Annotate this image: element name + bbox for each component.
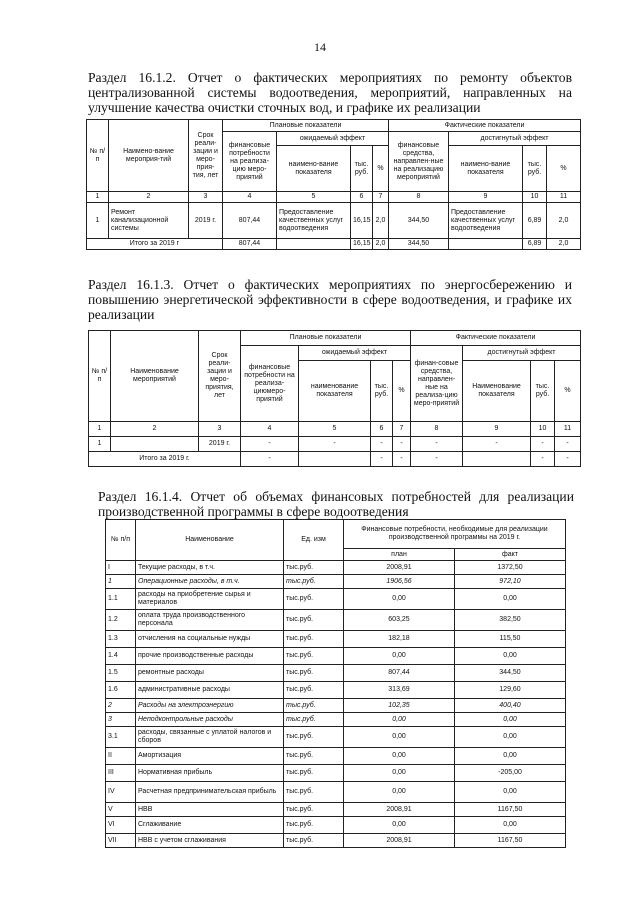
- row-plan: 0,00: [344, 748, 455, 765]
- table-row: [106, 665, 566, 682]
- row-unit: тыс.руб.: [284, 682, 344, 699]
- table-row: [106, 699, 566, 713]
- row-num: 1.3: [106, 631, 136, 648]
- row-unit: тыс.руб.: [284, 782, 344, 803]
- header-pct: %: [373, 146, 389, 192]
- col-num: 11: [547, 192, 581, 203]
- col-num: 7: [373, 192, 389, 203]
- column-numbers-row: [89, 422, 581, 437]
- header-name: Наименование: [136, 520, 284, 561]
- header-ind-name: наименование показателя: [299, 361, 371, 422]
- section-title-text: Раздел 16.1.2. Отчет о фактических мероприятиях по ремонту объектов централизованной системы водоотведения, мероприятий, направленных на улучшение качества очистки сточных вод, и графике их реализации: [88, 70, 572, 115]
- row-fact: 344,50: [455, 665, 566, 682]
- row-name: ремонтные расходы: [136, 665, 284, 682]
- col-num: 3: [199, 422, 241, 437]
- row-fact: 400,40: [455, 699, 566, 713]
- row-name: Расчетная предпринимательская прибыль: [136, 782, 284, 803]
- col-num: 6: [351, 192, 373, 203]
- row-fact-fin: 344,50: [389, 203, 449, 239]
- row-plan: 0,00: [344, 817, 455, 834]
- row-fact: 115,50: [455, 631, 566, 648]
- row-num: III: [106, 765, 136, 782]
- row-unit: тыс.руб.: [284, 631, 344, 648]
- total-plan-fin: 807,44: [223, 239, 277, 250]
- table-row: [106, 727, 566, 748]
- header-fact: факт: [455, 549, 566, 561]
- header-thous: тыс. руб.: [351, 146, 373, 192]
- total-row: [89, 452, 581, 467]
- table-row: [106, 748, 566, 765]
- row-fact: 0,00: [455, 589, 566, 610]
- section-title-text: Раздел 16.1.3. Отчет о фактических мероприятиях по энергосбережению и повышению энергетической эффективности в сфере водоотведения, и графике их реализации: [88, 277, 572, 322]
- row-cell: -: [299, 437, 371, 452]
- row-cell: -: [411, 437, 463, 452]
- header-pct: %: [555, 361, 581, 422]
- col-num: 6: [371, 422, 393, 437]
- header-ind-name: наимено-вание показателя: [449, 146, 523, 192]
- row-name: НВВ с учетом сглаживания: [136, 834, 284, 848]
- row-cell: -: [393, 437, 411, 452]
- row-fact: 1167,50: [455, 834, 566, 848]
- header-unit: Ед. изм: [284, 520, 344, 561]
- table-row: [106, 782, 566, 803]
- table-row: [106, 589, 566, 610]
- table-row: [106, 561, 566, 575]
- row-num: 1.4: [106, 648, 136, 665]
- row-unit: тыс.руб.: [284, 610, 344, 631]
- row-name: Операционные расходы, в т.ч.: [136, 575, 284, 589]
- header-plan: Плановые показатели: [241, 331, 411, 346]
- row-name: расходы на приобретение сырья и материалов: [136, 589, 284, 610]
- header-thous: тыс. руб.: [371, 361, 393, 422]
- header-ind-name: наимено-вание показателя: [277, 146, 351, 192]
- row-plan: 603,25: [344, 610, 455, 631]
- col-num: 4: [223, 192, 277, 203]
- total-fact-fin: 344,50: [389, 239, 449, 250]
- header-plan-fin: финансовые потребности на реализа-цию меро-приятий: [223, 132, 277, 192]
- col-num: 9: [449, 192, 523, 203]
- row-num: 3.1: [106, 727, 136, 748]
- row-unit: тыс.руб.: [284, 648, 344, 665]
- total-pct: 2,0: [547, 239, 581, 250]
- row-fact: 0,00: [455, 727, 566, 748]
- row-plan: 0,00: [344, 782, 455, 803]
- col-num: 10: [523, 192, 547, 203]
- header-term: Срок реали-зации и меро-прия-тия, лет: [189, 120, 223, 192]
- section-title-text: Раздел 16.1.4. Отчет об объемах финансовых потребностей для реализации производственной программы в сфере водоотведения: [98, 489, 574, 519]
- header-pct: %: [393, 361, 411, 422]
- table-row: [106, 631, 566, 648]
- row-plan: 0,00: [344, 713, 455, 727]
- row-name: Расходы на электроэнергию: [136, 699, 284, 713]
- row-name: Нормативная прибыль: [136, 765, 284, 782]
- row-unit: тыс.руб.: [284, 765, 344, 782]
- col-num: 10: [531, 422, 555, 437]
- row-name: НВВ: [136, 803, 284, 817]
- row-fact: 0,00: [455, 817, 566, 834]
- row-fact: 0,00: [455, 648, 566, 665]
- col-num: 3: [189, 192, 223, 203]
- row-fact: 0,00: [455, 782, 566, 803]
- row-num: 1.6: [106, 682, 136, 699]
- header-num: № п/п: [106, 520, 136, 561]
- row-cell: -: [371, 437, 393, 452]
- table-row: [106, 834, 566, 848]
- total-cell: [299, 452, 371, 467]
- row-cell: [111, 437, 199, 452]
- header-name: Наименование мероприятий: [111, 331, 199, 422]
- row-name: расходы, связанные с уплатой налогов и сборов: [136, 727, 284, 748]
- header-num: № п/п: [87, 120, 109, 192]
- col-num: 4: [241, 422, 299, 437]
- row-plan: 1906,56: [344, 575, 455, 589]
- header-thous: тыс. руб.: [531, 361, 555, 422]
- table-row: [87, 203, 581, 239]
- total-label: Итого за 2019 г: [87, 239, 223, 250]
- total-cell: -: [531, 452, 555, 467]
- row-num: IV: [106, 782, 136, 803]
- row-plan-fin: 807,44: [223, 203, 277, 239]
- row-fact: 0,00: [455, 748, 566, 765]
- row-unit: тыс.руб.: [284, 748, 344, 765]
- row-name: прочие производственные расходы: [136, 648, 284, 665]
- row-unit: тыс.руб.: [284, 575, 344, 589]
- header-fin-needs: Финансовые потребности, необходимые для реализации производственной программы на 2019 г.: [344, 520, 566, 549]
- col-num: 8: [411, 422, 463, 437]
- header-plan: план: [344, 549, 455, 561]
- header-thous: тыс. руб.: [523, 146, 547, 192]
- row-name: Амортизация: [136, 748, 284, 765]
- header-fact: Фактические показатели: [411, 331, 581, 346]
- total-cell: [463, 452, 531, 467]
- row-num: 1: [87, 203, 109, 239]
- col-num: 1: [87, 192, 109, 203]
- row-plan: 0,00: [344, 589, 455, 610]
- row-unit: тыс.руб.: [284, 713, 344, 727]
- total-cell: -: [411, 452, 463, 467]
- row-unit: тыс.руб.: [284, 561, 344, 575]
- row-cell: 2019 г.: [199, 437, 241, 452]
- total-cell: -: [371, 452, 393, 467]
- row-cell: -: [463, 437, 531, 452]
- row-fact: 129,60: [455, 682, 566, 699]
- table-16-1-4: [105, 519, 566, 848]
- row-num: 1.2: [106, 610, 136, 631]
- header-fact-fin: финансовые средства, направлен-ные на реализацию мероприятий: [389, 132, 449, 192]
- row-indicator: Предоставление качественных услуг водоотведения: [277, 203, 351, 239]
- header-achieved: достигнутый эффект: [463, 346, 581, 361]
- row-cell: -: [531, 437, 555, 452]
- table-16-1-2: [86, 119, 581, 250]
- row-plan: 2008,91: [344, 561, 455, 575]
- total-cell: -: [555, 452, 581, 467]
- table-row: [106, 713, 566, 727]
- row-name: Сглаживание: [136, 817, 284, 834]
- row-fact: -205,00: [455, 765, 566, 782]
- row-fact: 1372,50: [455, 561, 566, 575]
- total-pct: 2,0: [373, 239, 389, 250]
- row-unit: тыс.руб.: [284, 727, 344, 748]
- col-num: 5: [299, 422, 371, 437]
- row-fact: 0,00: [455, 713, 566, 727]
- table-row: [106, 817, 566, 834]
- row-name: Ремонт канализационной системы: [109, 203, 189, 239]
- header-term: Срок реали-зации и меро-приятия, лет: [199, 331, 241, 422]
- table-row: [106, 575, 566, 589]
- row-plan: 313,69: [344, 682, 455, 699]
- header-pct: %: [547, 146, 581, 192]
- row-plan: 807,44: [344, 665, 455, 682]
- header-name: Наимено-вание мероприя-тий: [109, 120, 189, 192]
- table-row: [106, 803, 566, 817]
- row-unit: тыс.руб.: [284, 834, 344, 848]
- row-unit: тыс.руб.: [284, 589, 344, 610]
- column-numbers-row: [87, 192, 581, 203]
- col-num: 11: [555, 422, 581, 437]
- row-plan: 0,00: [344, 765, 455, 782]
- total-empty: [277, 239, 351, 250]
- row-plan: 0,00: [344, 727, 455, 748]
- col-num: 5: [277, 192, 351, 203]
- table-row: [106, 648, 566, 665]
- section-16-1-2-title: [88, 70, 572, 115]
- header-fact-fin: финан-совые средства, направлен-ные на реализа-цию меро-приятий: [411, 346, 463, 422]
- table-row: [89, 437, 581, 452]
- col-num: 8: [389, 192, 449, 203]
- header-num: № п/п: [89, 331, 111, 422]
- row-num: II: [106, 748, 136, 765]
- header-ind-name: Наименование показателя: [463, 361, 531, 422]
- table-row: [106, 682, 566, 699]
- col-num: 2: [111, 422, 199, 437]
- row-name: Неподконтрольные расходы: [136, 713, 284, 727]
- section-16-1-3-title: [88, 277, 572, 322]
- table-row: [106, 765, 566, 782]
- row-num: 1: [106, 575, 136, 589]
- col-num: 7: [393, 422, 411, 437]
- row-thous: 16,15: [351, 203, 373, 239]
- row-pct: 2,0: [547, 203, 581, 239]
- total-cell: -: [241, 452, 299, 467]
- table-row: [106, 610, 566, 631]
- row-plan: 2008,91: [344, 803, 455, 817]
- row-year: 2019 г.: [189, 203, 223, 239]
- row-plan: 0,00: [344, 648, 455, 665]
- row-fact: 382,50: [455, 610, 566, 631]
- page-number: 14: [314, 40, 326, 54]
- row-num: 2: [106, 699, 136, 713]
- header-expected: ожидаемый эффект: [277, 132, 389, 146]
- row-name: административные расходы: [136, 682, 284, 699]
- col-num: 1: [89, 422, 111, 437]
- header-plan: Плановые показатели: [223, 120, 389, 132]
- row-cell: -: [241, 437, 299, 452]
- row-unit: тыс.руб.: [284, 665, 344, 682]
- row-num: V: [106, 803, 136, 817]
- total-row: [87, 239, 581, 250]
- row-num: VII: [106, 834, 136, 848]
- total-thous: 16,15: [351, 239, 373, 250]
- row-unit: тыс.руб.: [284, 699, 344, 713]
- row-num: 1.5: [106, 665, 136, 682]
- total-label: Итого за 2019 г.: [89, 452, 241, 467]
- row-name: Текущие расходы, в т.ч.: [136, 561, 284, 575]
- row-cell: 1: [89, 437, 111, 452]
- header-achieved: достигнутый эффект: [449, 132, 581, 146]
- row-plan: 182,18: [344, 631, 455, 648]
- row-num: 3: [106, 713, 136, 727]
- table-16-1-3: [88, 330, 581, 467]
- row-name: оплата труда производственного персонала: [136, 610, 284, 631]
- row-cell: -: [555, 437, 581, 452]
- row-thous: 6,89: [523, 203, 547, 239]
- section-16-1-4-title: [98, 489, 574, 519]
- row-num: VI: [106, 817, 136, 834]
- row-indicator: Предоставление качественных услуг водоотведения: [449, 203, 523, 239]
- total-thous: 6,89: [523, 239, 547, 250]
- row-name: отчисления на социальные нужды: [136, 631, 284, 648]
- header-plan-fin: финансовые потребности на реализа-циюмеро-приятий: [241, 346, 299, 422]
- row-num: 1.1: [106, 589, 136, 610]
- row-unit: тыс.руб.: [284, 803, 344, 817]
- header-fact: Фактические показатели: [389, 120, 581, 132]
- total-empty: [449, 239, 523, 250]
- row-num: I: [106, 561, 136, 575]
- row-unit: тыс.руб.: [284, 817, 344, 834]
- col-num: 2: [109, 192, 189, 203]
- row-plan: 2008,91: [344, 834, 455, 848]
- row-pct: 2,0: [373, 203, 389, 239]
- row-fact: 972,10: [455, 575, 566, 589]
- row-fact: 1167,50: [455, 803, 566, 817]
- row-plan: 102,35: [344, 699, 455, 713]
- col-num: 9: [463, 422, 531, 437]
- header-expected: ожидаемый эффект: [299, 346, 411, 361]
- total-cell: -: [393, 452, 411, 467]
